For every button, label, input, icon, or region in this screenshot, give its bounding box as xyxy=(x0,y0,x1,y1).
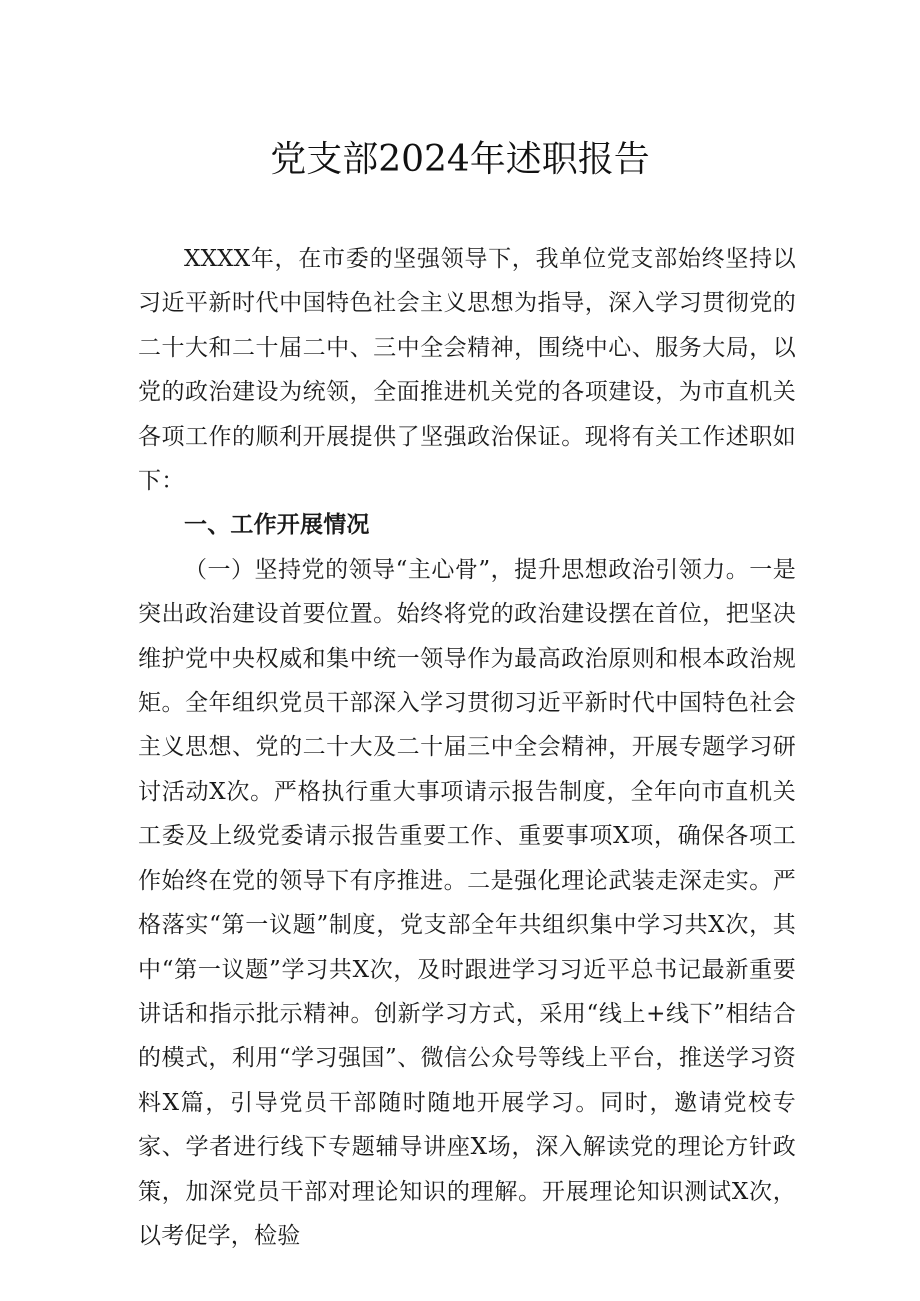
intro-paragraph: XXXX年，在市委的坚强领导下，我单位党支部始终坚持以习近平新时代中国特色社会主义思想为指导，深入学习贯彻党的二十大和二十届二中、三中全会精神，围绕中心、服务大局，以党的政治建设为统领，全面推进机关党的各项建设，为市直机关各项工作的顺利开展提供了坚强政治保证。现将有关工作述职如下： xyxy=(138,246,796,495)
section-heading: 一、工作开展情况 xyxy=(184,512,370,539)
section-paragraph: （一）坚持党的领导“主心骨”，提升思想政治引领力。一是突出政治建设首要位置。始终将党的政治建设摆在首位，把坚决维护党中央权威和集中统一领导作为最高政治原则和根本政治规矩。全年组织党员干部深入学习贯彻习近平新时代中国特色社会主义思想、党的二十大及二十届三中全会精神，开展专题学习研讨活动X次。严格执行重大事项请示报告制度，全年向市直机关工委及上级党委请示报告重要工作、重要事项X项，确保各项工作始终在党的领导下有序推进。二是强化理论武装走深走实。严格落实“第一议题”制度，党支部全年共组织集中学习共X次，其中“第一议题”学习共X次，及时跟进学习习近平总书记最新重要讲话和指示批示精神。创新学习方式，采用“线上+线下”相结合的模式，利用“学习强国”、微信公众号等线上平台，推送学习资料X篇，引导党员干部随时随地开展学习。同时，邀请党校专家、学者进行线下专题辅导讲座X场，深入解读党的理论方针政策，加深党员干部对理论知识的理解。开展理论知识测试X次，以考促学，检验 xyxy=(138,556,796,1249)
document-title: 党支部2024年述职报告 xyxy=(270,139,650,180)
document-body xyxy=(138,237,796,1258)
